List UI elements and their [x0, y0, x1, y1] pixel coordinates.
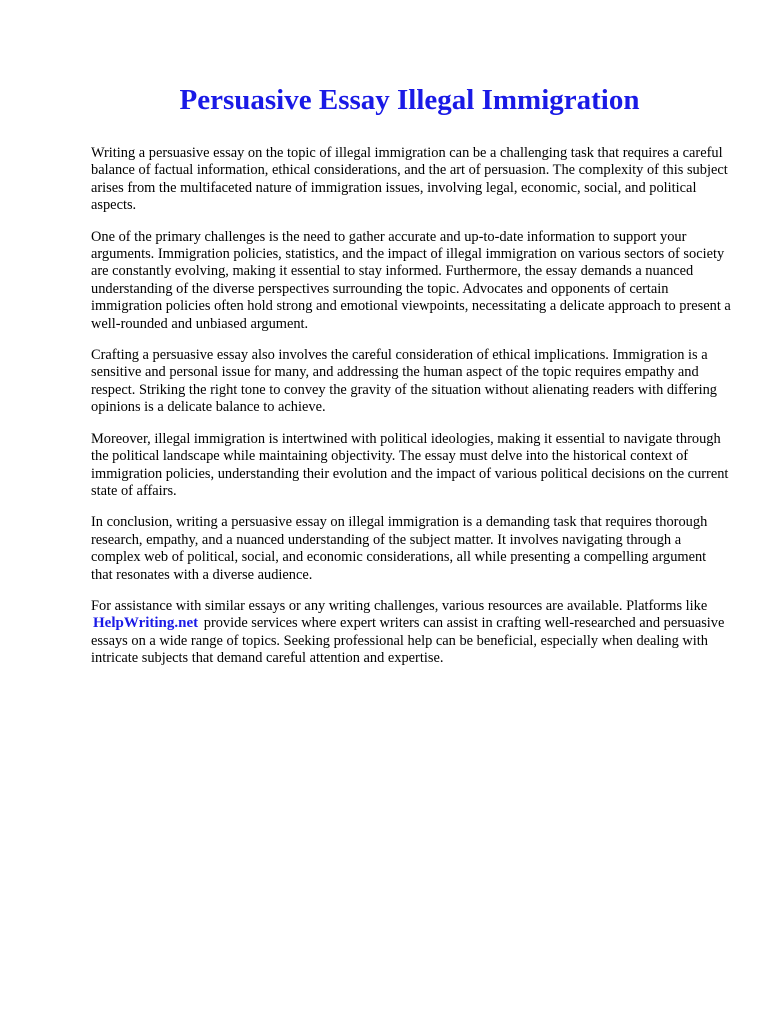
- paragraph-1: Writing a persuasive essay on the topic of illegal immigration can be a challenging task that requires a careful balance of factual information, ethical considerations, and the art of persuasion. The complexity of this subject arises from the multifaceted nature of immigration issues, involving legal, economic, social, and political aspects.: [91, 145, 728, 214]
- paragraph-3: Crafting a persuasive essay also involves the careful consideration of ethical implications. Immigration is a sensitive and personal issue for many, and addressing the human aspect of the topic requires empathy and respect. Striking the right tone to convey the gravity of the situation without alienating readers with differing opinions is a delicate balance to achieve.: [91, 347, 717, 416]
- page-title: Persuasive Essay Illegal Immigration: [179, 84, 640, 116]
- essay-body: [91, 145, 731, 668]
- paragraph-4: Moreover, illegal immigration is intertwined with political ideologies, making it essential to navigate through the political landscape while maintaining objectivity. The essay must delve into the historical context of immigration policies, understanding their evolution and the impact of various political decisions on the current state of affairs.: [91, 430, 729, 499]
- paragraph-5: In conclusion, writing a persuasive essay on illegal immigration is a demanding task that requires thorough research, empathy, and a nuanced understanding of the subject matter. It involves navigating through a complex web of political, social, and economic considerations, all while presenting a compelling argument that resonates with a diverse audience.: [91, 514, 708, 583]
- helpwriting-link[interactable]: HelpWriting.net: [93, 615, 199, 632]
- paragraph-6-after-link: provide services where expert writers can assist in crafting well-researched and persuasive essays on a wide range of topics. Seeking professional help can be beneficial, especially when dealing with intricate subjects that demand careful attention and expertise.: [91, 615, 725, 667]
- paragraph-2: One of the primary challenges is the need to gather accurate and up-to-date information to support your arguments. Immigration policies, statistics, and the impact of illegal immigration on various sectors of society are constantly evolving, making it essential to stay informed. Furthermore, the essay demands a nuanced understanding of the diverse perspectives surrounding the topic. Advocates and opponents of certain immigration policies often hold strong and emotional viewpoints, necessitating a delicate approach to present a well-rounded and unbiased argument.: [91, 228, 731, 332]
- paragraph-6: [91, 598, 731, 668]
- paragraph-6-before-link: For assistance with similar essays or any writing challenges, various resources are available. Platforms like: [91, 597, 708, 614]
